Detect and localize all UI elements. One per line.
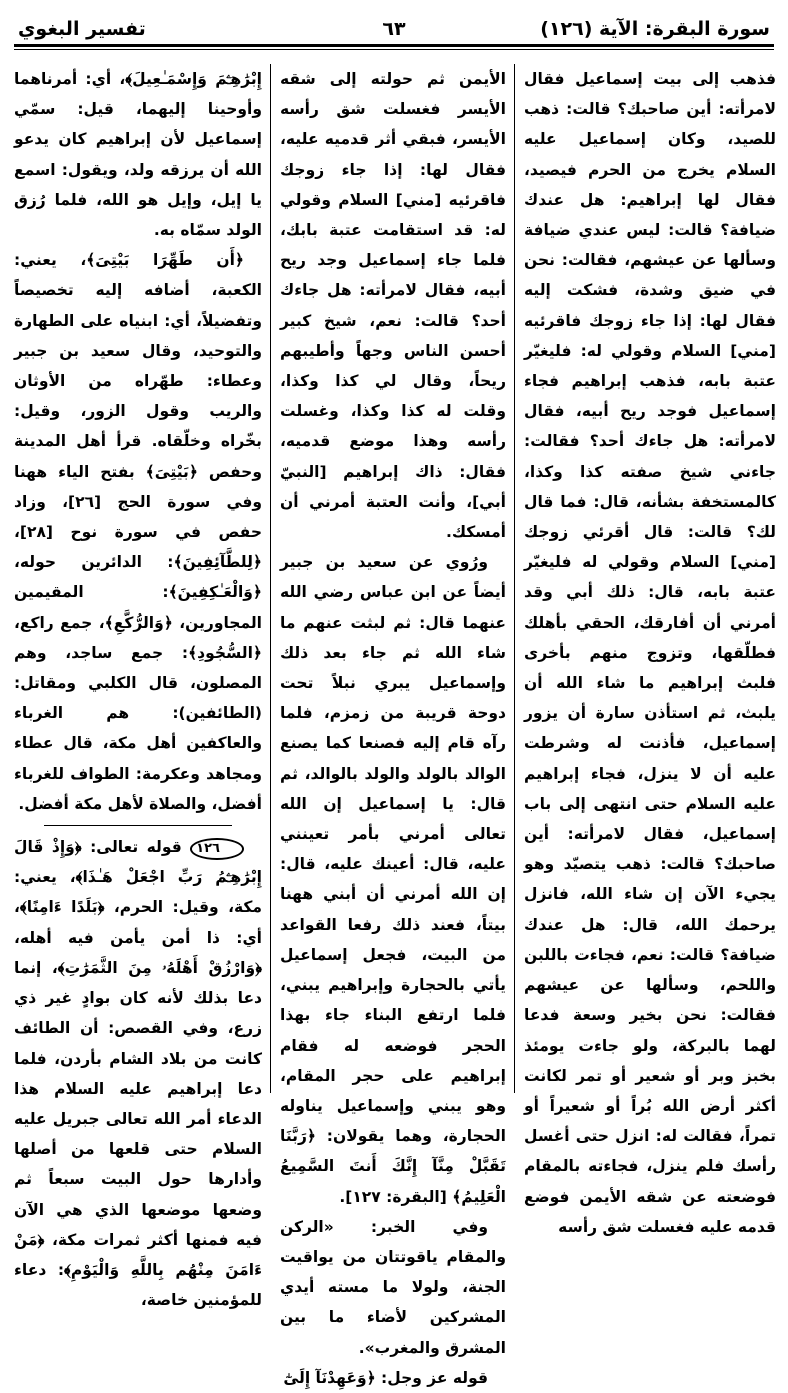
paragraph: ﴿أَن طَهِّرَا بَيْتِىَ﴾، يعني: الكعبة، أضافه إليه تخصيصاً وتفضيلاً، أي: ابنياه على الطهارة والتوحيد، وقال سعيد بن جبير وعطاء: طهّراه من الأوثان والريب وقول الزور، وقيل: بخّراه وخلّقاه. قرأ أهل المدينة وحفص ﴿بَيْتِىَ﴾ بفتح الياء ههنا وفي سورة الحج [٢٦]، وزاد حفص في سورة نوح [٢٨]، ﴿لِلطَّآئِفِينَ﴾: الدائرين حوله، ﴿وَالْعَـٰكِفِينَ﴾: المقيمين المجاورين، ﴿وَالرُّكَّعِ﴾، جمع راكع، ﴿السُّجُودِ﴾: جمع ساجد، وهم المصلون، قال الكلبي ومقاتل: (الطائفين): هم الغرباء والعاكفين أهل مكة، قال عطاء ومجاهد وعكرمة: الطواف للغرباء أفضل، والصلاة لأهل مكة أفضل.	[14, 251, 262, 813]
column-divider-right	[514, 64, 515, 1093]
paragraph: وفي الخبر: «الركن والمقام ياقوتتان من يواقيت الجنة، ولولا ما مسته أيدي المشركين لأضاء ما بين المشرق والمغرب».	[280, 1217, 506, 1357]
surah-reference: سورة البقرة: الآية (١٢٦)	[540, 18, 770, 40]
column-divider-left	[270, 64, 271, 1093]
paragraph: إِبْرَٰهِـۧمَ وَإِسْمَـٰعِيلَ﴾، أي: أمرناهما وأوحينا إليهما، قيل: سمّي إسماعيل لأن إبراهيم كان يدعو الله أن يرزقه ولد، ويقول: اسمع يا إيل، وإيل هو الله، فلما رُزق الولد سمّاه به.	[14, 70, 262, 240]
column-left	[14, 64, 262, 1310]
header-rule	[14, 44, 774, 47]
page-number: ٦٣	[382, 18, 406, 40]
paragraph: قوله تعالى: ﴿وَإِذْ قَالَ إِبْرَٰهِـۧمُ رَبِّ اجْعَلْ هَـٰذَا﴾، يعني: مكة، وقيل: الحرم، ﴿بَلَدًا ءَامِنًا﴾، أي: ذا أمن يأمن فيه أهله، ﴿وَارْزُقْ أَهْلَهُۥ مِنَ الثَّمَرَٰتِ﴾، إنما دعا بذلك لأنه كان بوادٍ غير ذي زرع، وفي القصص: أن الطائف كانت من بلاد الشام بأردن، فلما دعا إبراهيم عليه السلام هذا الدعاء أمر الله تعالى جبريل عليه السلام حتى قلعها من أصلها وأدارها حول البيت سبعاً ثم وضعها موضعها الذي هي الآن فيه فمنها أكثر ثمرات مكة، ﴿مَنْ ءَامَنَ مِنْهُم بِاللَّهِ وَالْيَوْمِ﴾: دعاء للمؤمنين خاصة،	[14, 838, 262, 1310]
book-title: تفسير البغوي	[18, 18, 146, 40]
verse-commentary	[14, 832, 262, 1315]
paragraph: الأيمن ثم حولته إلى شقه الأيسر فغسلت شق رأسه الأيسر، فبقي أثر قدميه عليه، فقال لها: إذا جاء زوجك فاقرئيه [مني] السلام وقولي له: قد استقامت عتبة بابك، فلما جاء إسماعيل وجد ريح أبيه، فقال لامرأته: هل جاءك أحد؟ قالت: نعم، شيخ كبير أحسن الناس وجهاً وأطيبهم ريحاً، وقال لي كذا وكذا، وقلت له كذا وكذا، وغسلت رأسه وهذا موضع قدميه، فقال: ذاك إبراهيم [النبيّ أبي]، وأنت العتبة أمرني أن أمسكك.	[280, 70, 506, 542]
page-header	[14, 8, 774, 48]
paragraph: ورُوي عن سعيد بن جبير أيضاً عن ابن عباس رضي الله عنهما قال: ثم لبثت عنهم ما شاء الله ثم جاء بعد ذلك وإسماعيل يبري نبلاً تحت دوحة قريبة من زمزم، فلما رآه قام إليه فصنعا كما يصنع الوالد بالولد والولد بالوالد، ثم قال: يا إسماعيل إن الله تعالى أمرني بأمر تعينني عليه، قال: أعينك عليه، قال: إن الله أمرني أن أبني ههنا بيتاً، فعند ذلك رفعا القواعد من البيت، فجعل إسماعيل يأتي بالحجارة وإبراهيم يبني، فلما ارتفع البناء جاء بهذا الحجر فوضعه له فقام إبراهيم على حجر المقام، وهو يبني وإسماعيل يناوله الحجارة، وهما يقولان: ﴿رَبَّنَا تَقَبَّلْ مِنَّآ إِنَّكَ أَنتَ السَّمِيعُ الْعَلِيمُ﴾ [البقرة: ١٢٧].	[280, 553, 506, 1206]
section-separator	[44, 825, 232, 826]
verse-number-badge: ١٢٦	[190, 838, 244, 860]
column-right	[524, 64, 776, 1236]
paragraph: فذهب إلى بيت إسماعيل فقال لامرأته: أين صاحبك؟ قالت: ذهب للصيد، وكان إسماعيل عليه السلام يخرج من الحرم فيصيد، فقال لها إبراهيم: هل عندك ضيافة؟ قالت: ليس عندي ضيافة وسألها عن عيشهم، فقالت: نحن في ضيق وشدة، فشكت إليه فقال لها: إذا جاء زوجك فاقرئيه [مني] السلام وقولي له: فليغيّر عتبة بابه، فذهب إبراهيم فجاء إسماعيل فوجد ريح أبيه، فقال لامرأته: هل جاءك أحد؟ فقالت: جاءني شيخ صفته كذا وكذا، كالمستخفة بشأنه، قال: فما قال لك؟ قالت: قال أقرئي زوجك [مني] السلام وقولي له فليغيّر عتبة بابه، قال: ذلك أبي وقد أمرني أن أفارقك، الحقي بأهلك فطلّقها، وتزوج منهم بأخرى فلبث إبراهيم ما شاء الله أن يلبث، ثم استأذن سارة أن يزور إسماعيل، فأذنت له وشرطت عليه أن لا ينزل، فجاء إبراهيم عليه السلام حتى انتهى إلى باب إسماعيل، فقال لامرأته: أين صاحبك؟ قالت: ذهب يتصيّد وهو يجيء الآن إن شاء الله، فانزل يرحمك الله، قال: هل عندك ضيافة؟ قالت: نعم، فجاءت باللبن واللحم، وسألها عن عيشهم فقالت: نحن بخير وسعة فدعا لهما بالبركة، ولو جاءت يومئذ بخبز وبر أو شعير أو تمر لكانت أكثر أرض الله بُراً أو شعيراً أو تمراً، فقالت له: انزل حتى أغسل رأسك فلم ينزل، فجاءته بالمقام فوضعته عن شقه الأيمن فوضع قدمه عليه فغسلت شق رأسه	[524, 70, 776, 1236]
paragraph: قوله عز وجل: ﴿وَعَهِدْنَآ إِلَىٰٓ	[283, 1368, 488, 1387]
column-middle	[280, 64, 506, 1387]
header-rule-thin	[14, 49, 774, 50]
